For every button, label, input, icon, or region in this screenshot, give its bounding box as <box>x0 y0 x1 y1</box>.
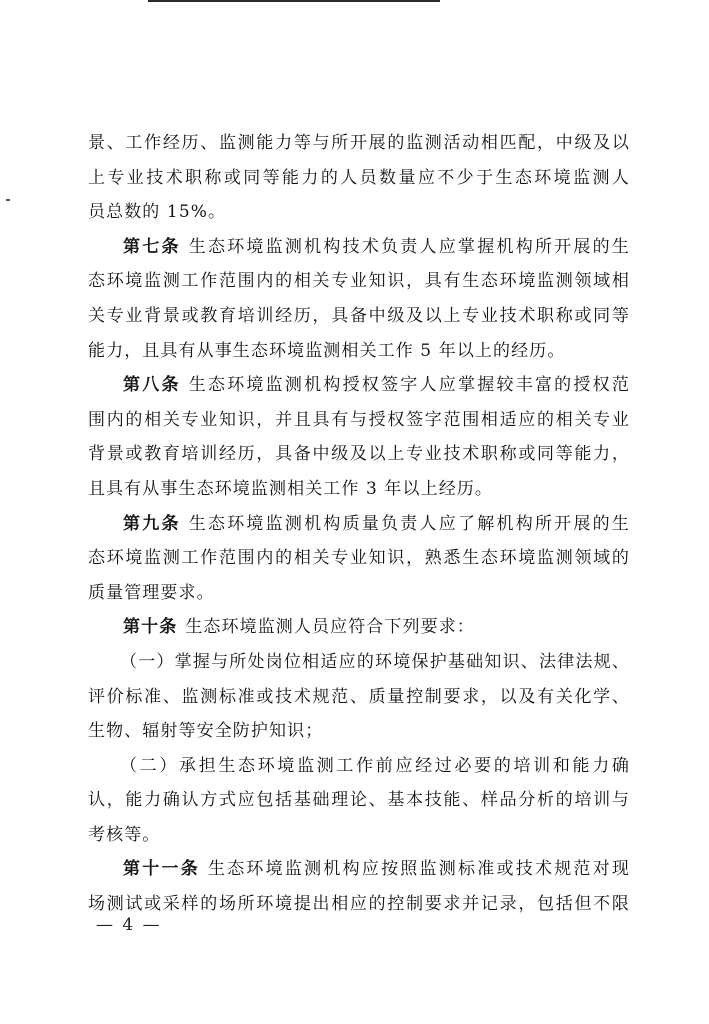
text-line: 考核等。 <box>88 824 161 845</box>
article-label: 第七条 <box>123 236 181 257</box>
text-line: 员总数的 15%。 <box>88 202 227 223</box>
text-line <box>88 230 630 265</box>
article-8 <box>88 368 630 506</box>
text-line: 背景或教育培训经历，具备中级及以上专业技术职称或同等能力， <box>88 444 630 465</box>
text-line: 且具有从事生态环境监测相关工作 3 年以上经历。 <box>88 478 494 499</box>
article-10-item-1 <box>88 645 630 749</box>
article-label: 第十一条 <box>123 859 200 880</box>
article-text: 生态环境监测机构质量负责人应了解机构所开展的生 <box>188 513 630 534</box>
text-line: 上专业技术职称或同等能力的人员数量应不少于生态环境监测人 <box>88 167 630 188</box>
article-label: 第十条 <box>123 617 178 638</box>
article-10 <box>88 610 630 645</box>
text-line: 态环境监测工作范围内的相关专业知识，具有生态环境监测领域相 <box>88 271 630 292</box>
article-7 <box>88 230 630 368</box>
text-line <box>88 507 630 542</box>
text-line: 认，能力确认方式应包括基础理论、基本技能、样品分析的培训与 <box>88 790 630 811</box>
text-line <box>88 852 630 887</box>
page-number: — 4 — <box>96 915 162 935</box>
text-line: 态环境监测工作范围内的相关专业知识，熟悉生态环境监测领域的 <box>88 548 630 569</box>
text-line: 围内的相关专业知识，并且具有与授权签字范围相适应的相关专业 <box>88 409 630 430</box>
scan-speck <box>6 199 10 201</box>
text-line <box>88 610 630 645</box>
text-line: 景、工作经历、监测能力等与所开展的监测活动相匹配，中级及以 <box>88 133 630 153</box>
article-text: 生态环境监测机构授权签字人应掌握较丰富的授权范 <box>188 375 630 396</box>
article-text: 生态环境监测机构技术负责人应掌握机构所开展的生 <box>188 236 630 257</box>
article-label: 第九条 <box>123 513 181 534</box>
article-10-item-2 <box>88 749 630 853</box>
page-body <box>88 126 630 922</box>
article-text: 生态环境监测机构应按照监测标准或技术规范对现 <box>207 859 630 880</box>
article-9 <box>88 507 630 611</box>
article-text: 生态环境监测人员应符合下列要求： <box>185 617 475 638</box>
text-line: 质量管理要求。 <box>88 582 215 603</box>
article-label: 第八条 <box>123 375 181 396</box>
text-line: 评价标准、监测标准或技术规范、质量控制要求，以及有关化学、 <box>88 686 630 707</box>
text-line: （二）承担生态环境监测工作前应经过必要的培训和能力确 <box>120 755 630 776</box>
text-line: 场测试或采样的场所环境提出相应的控制要求并记录，包括但不限 <box>88 894 630 915</box>
article-11 <box>88 852 630 921</box>
paragraph-continuation <box>88 126 630 230</box>
top-rule <box>148 0 440 2</box>
text-line: 关专业背景或教育培训经历，具备中级及以上专业技术职称或同等 <box>88 305 630 326</box>
text-line: 生物、辐射等安全防护知识； <box>88 721 324 742</box>
text-line: （一）掌握与所处岗位相适应的环境保护基础知识、法律法规、 <box>120 651 630 672</box>
text-line: 能力，且具有从事生态环境监测相关工作 5 年以上的经历。 <box>88 340 566 361</box>
text-line <box>88 368 630 403</box>
